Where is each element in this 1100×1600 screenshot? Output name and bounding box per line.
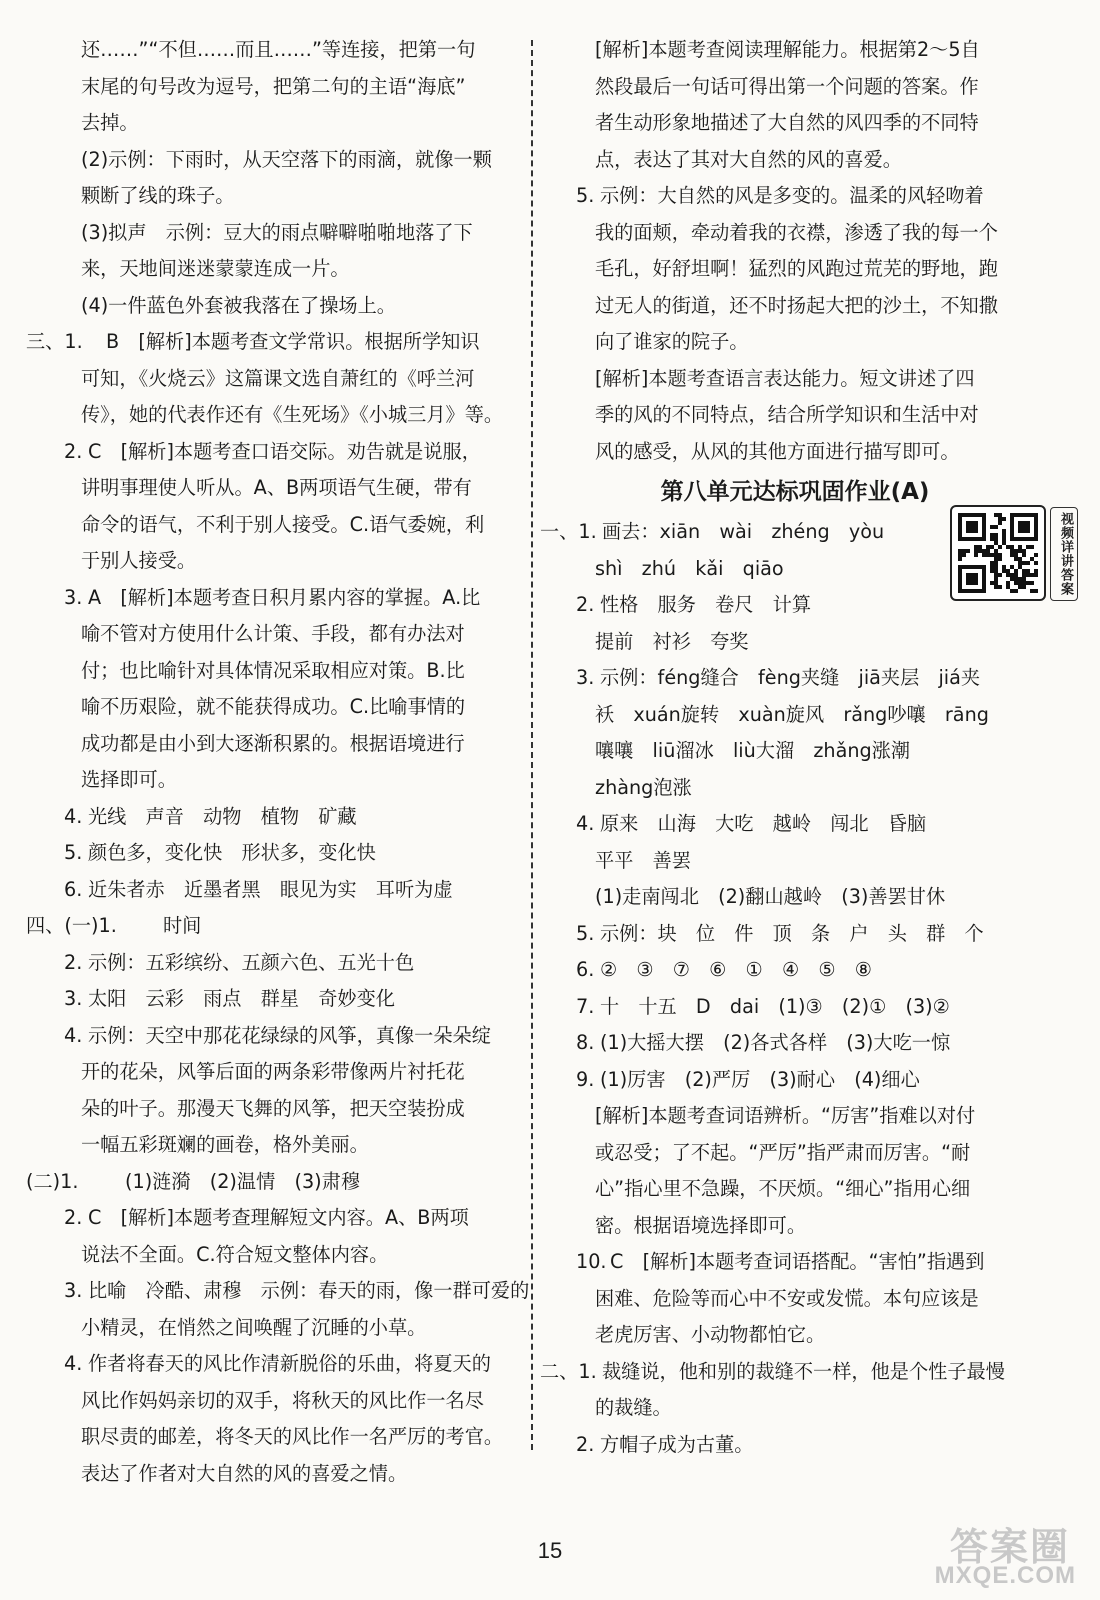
line-text: (1)厉害 (2)严厉 (3)耐心 (4)细心 <box>600 1067 920 1091</box>
text-line <box>540 215 1050 252</box>
line-text: 风比作妈妈亲切的双手，将秋天的风比作一名尽 <box>81 1388 484 1412</box>
text-line <box>540 142 1050 179</box>
text-line <box>540 361 1050 398</box>
text-line <box>26 1346 531 1383</box>
line-text: 风的感受，从风的其他方面进行描写即可。 <box>595 439 960 463</box>
line-text: 一幅五彩斑斓的画卷，格外美丽。 <box>81 1133 369 1156</box>
text-line <box>540 916 1050 953</box>
item-number: 三、1. <box>26 330 83 353</box>
line-text: 于别人接受。 <box>81 549 197 572</box>
qr-pattern <box>958 513 1038 593</box>
line-text: 作者将春天的风比作清新脱俗的乐曲，将夏天的 <box>88 1352 491 1375</box>
item-number: 2. <box>576 1432 595 1456</box>
line-text: C [解析]本题考查词语搭配。“害怕”指遇到 <box>610 1250 985 1273</box>
text-line <box>26 653 531 690</box>
line-text: 向了谁家的院子。 <box>595 330 749 353</box>
item-number: 2. <box>64 950 83 974</box>
line-text: 说法不全面。C.符合短文整体内容。 <box>81 1242 389 1266</box>
line-text: 传》，她的代表作还有《生死场》《小城三月》等。 <box>81 403 504 426</box>
text-line <box>540 288 1050 325</box>
text-line <box>540 879 1050 916</box>
line-text: zhàng泡涨 <box>595 775 692 799</box>
text-line <box>540 1098 1050 1135</box>
line-text: 裁缝说，他和别的裁缝不一样，他是个性子最慢 <box>602 1359 1005 1383</box>
item-number: 一、1. <box>540 520 597 543</box>
text-line <box>540 434 1050 471</box>
text-line <box>26 1419 531 1456</box>
text-line <box>540 1135 1050 1172</box>
right-column-top <box>540 32 1050 470</box>
line-text: A [解析]本题考查日积月累内容的掌握。A.比 <box>88 585 481 609</box>
line-text: 性格 服务 卷尺 计算 <box>600 593 812 616</box>
text-line <box>26 1127 531 1164</box>
line-text: 十 十五 D dai (1)③ (2)① (3)② <box>600 994 950 1018</box>
line-text: 示例：五彩缤纷、五颜六色、五光十色 <box>88 950 415 974</box>
item-number: 二、1. <box>540 1359 597 1383</box>
item-number: 四、(一)1. <box>26 914 117 937</box>
line-text: 嚷嚷 liū溜冰 liù大溜 zhǎng涨潮 <box>595 739 911 762</box>
line-text: 示例：块 位 件 顶 条 户 头 群 个 <box>600 921 984 945</box>
line-text: 困难、危险等而心中不安或发慌。本句应该是 <box>595 1286 979 1310</box>
item-number: (二)1. <box>26 1169 79 1193</box>
text-line <box>540 952 1050 989</box>
line-text: 讲明事理使人听从。A、B两项语气生硬，带有 <box>81 476 472 499</box>
right-column <box>540 32 1050 1463</box>
item-number: 4. <box>64 804 83 828</box>
text-line <box>540 770 1050 807</box>
page-number: 15 <box>537 1538 563 1563</box>
item-number: 9. <box>576 1067 595 1091</box>
text-line <box>540 324 1050 361</box>
item-number: 3. <box>64 987 83 1010</box>
line-text: 表达了作者对大自然的风的喜爱之情。 <box>81 1461 408 1485</box>
item-number: 5. <box>576 184 595 207</box>
text-line <box>26 178 531 215</box>
text-line <box>26 1273 531 1310</box>
line-text: 提前 衬衫 夸奖 <box>595 629 749 653</box>
item-number: 3. <box>64 585 83 609</box>
line-text: 开的花朵，风筝后面的两条彩带像两片衬托花 <box>81 1060 465 1083</box>
text-line <box>26 1310 531 1347</box>
qr-label: 视频详讲答案 <box>1050 507 1078 601</box>
text-line <box>26 397 531 434</box>
line-text: 光线 声音 动物 植物 矿藏 <box>88 804 357 828</box>
text-line <box>540 397 1050 434</box>
item-number: 3. <box>576 666 595 689</box>
right-column-bottom <box>540 514 1050 1463</box>
line-text: C [解析]本题考查口语交际。劝告就是说服， <box>88 439 481 463</box>
line-text: 平平 善罢 <box>595 848 691 872</box>
text-line <box>540 105 1050 142</box>
item-number: 5. <box>64 841 83 864</box>
line-text: (2)示例：下雨时，从天空落下的雨滴，就像一颗 <box>81 147 492 171</box>
text-line <box>540 660 1050 697</box>
line-text: 职尽责的邮差，将冬天的风比作一名严厉的考官。 <box>81 1425 504 1448</box>
text-line <box>26 142 531 179</box>
line-text: (1)走南闯北 (2)翻山越岭 (3)善罢甘休 <box>595 885 946 908</box>
line-text: (4)一件蓝色外套被我落在了操场上。 <box>81 293 396 317</box>
text-line <box>540 624 1050 661</box>
text-line <box>540 1244 1050 1281</box>
item-number: 4. <box>64 1352 83 1375</box>
line-text: 选择即可。 <box>81 768 177 791</box>
item-number: 4. <box>576 812 595 835</box>
text-line <box>540 1390 1050 1427</box>
item-number: 8. <box>576 1031 595 1054</box>
text-line <box>26 762 531 799</box>
text-line <box>540 251 1050 288</box>
line-text: ② ③ ⑦ ⑥ ① ④ ⑤ ⑧ <box>600 958 872 981</box>
line-text: 示例：大自然的风是多变的。温柔的风轻吻着 <box>600 184 984 207</box>
item-number: 10. <box>576 1250 607 1273</box>
line-text: 付；也比喻针对具体情况采取相应对策。B.比 <box>81 658 465 682</box>
line-text: 比喻 冷酷、肃穆 示例：春天的雨，像一群可爱的 <box>88 1279 530 1302</box>
text-line <box>26 1054 531 1091</box>
qr-code-block[interactable] <box>950 505 1078 603</box>
text-line <box>26 1237 531 1274</box>
text-line <box>26 324 531 361</box>
text-line <box>26 1456 531 1493</box>
text-line <box>26 543 531 580</box>
line-text: (1)大摇大摆 (2)各式各样 (3)大吃一惊 <box>600 1031 951 1054</box>
line-text: 画去：xiān wài zhéng yòu <box>602 520 885 543</box>
text-line <box>26 470 531 507</box>
line-text: 我的面颊，牵动着我的衣襟，渗透了我的每一个 <box>595 220 998 244</box>
line-text: 颜色多，变化快 形状多，变化快 <box>88 841 376 864</box>
text-line <box>540 1062 1050 1099</box>
text-line <box>26 32 531 69</box>
line-text: 或忍受；了不起。“严厉”指严肃而厉害。“耐 <box>595 1140 971 1164</box>
text-line <box>26 251 531 288</box>
item-number: 4. <box>64 1023 83 1047</box>
qr-code-icon[interactable] <box>950 505 1046 601</box>
line-text: 原来 山海 大吃 越岭 闯北 昏脑 <box>600 812 927 835</box>
text-line <box>540 32 1050 69</box>
line-text: 然段最后一句话可得出第一个问题的答案。作 <box>595 74 979 98</box>
text-line <box>26 215 531 252</box>
line-text: 去掉。 <box>81 111 139 134</box>
text-line <box>26 1200 531 1237</box>
line-text: 老虎厉害、小动物都怕它。 <box>595 1323 826 1346</box>
line-text: shì zhú kǎi qiāo <box>595 556 784 580</box>
line-text: 的裁缝。 <box>595 1396 672 1419</box>
line-text: 命令的语气，不利于别人接受。C.语气委婉，利 <box>81 512 485 536</box>
item-number: 7. <box>576 994 595 1018</box>
item-number: 2. <box>64 1206 83 1229</box>
text-line <box>26 1383 531 1420</box>
line-text: B [解析]本题考查文学常识。根据所学知识 <box>106 330 480 353</box>
text-line <box>26 1164 531 1201</box>
line-text: [解析]本题考查阅读理解能力。根据第2～5自 <box>595 38 980 61</box>
text-line <box>26 799 531 836</box>
line-text: 太阳 云彩 雨点 群星 奇妙变化 <box>88 987 395 1010</box>
text-line <box>540 1427 1050 1464</box>
line-text: C [解析]本题考查理解短文内容。A、B两项 <box>88 1206 469 1229</box>
line-text: 喻不管对方使用什么计策、手段，都有办法对 <box>81 622 465 645</box>
text-line <box>26 835 531 872</box>
text-line <box>26 580 531 617</box>
line-text: 季的风的不同特点，结合所学知识和生活中对 <box>595 403 979 426</box>
line-text: 心”指心里不急躁，不厌烦。“细心”指用心细 <box>595 1177 971 1200</box>
line-text: 小精灵，在悄然之间唤醒了沉睡的小草。 <box>81 1315 427 1339</box>
item-number: 6. <box>576 958 595 981</box>
text-line <box>540 1171 1050 1208</box>
line-text: 点，表达了其对大自然的风的喜爱。 <box>595 147 902 171</box>
line-text: 方帽子成为古董。 <box>600 1432 754 1456</box>
line-text: 者生动形象地描述了大自然的风四季的不同特 <box>595 111 979 134</box>
text-line <box>540 1281 1050 1318</box>
text-line <box>26 288 531 325</box>
left-column <box>26 32 531 1492</box>
text-line <box>26 689 531 726</box>
line-text: 还……”“不但……而且……”等连接，把第一句 <box>81 38 476 61</box>
item-number: 5. <box>576 921 595 945</box>
line-text: 过无人的街道，还不时扬起大把的沙土，不知撒 <box>595 293 998 317</box>
text-line <box>540 69 1050 106</box>
line-text: [解析]本题考查词语辨析。“厉害”指难以对付 <box>595 1104 976 1127</box>
text-line <box>540 1354 1050 1391</box>
text-line <box>26 361 531 398</box>
line-text: 末尾的句号改为逗号，把第二句的主语“海底” <box>81 74 466 98</box>
line-text: 示例：féng缝合 fèng夹缝 jiā夹层 jiá夹 <box>600 666 981 689</box>
line-text: [解析]本题考查语言表达能力。短文讲述了四 <box>595 366 975 390</box>
line-text: 成功都是由小到大逐渐积累的。根据语境进行 <box>81 731 465 755</box>
text-line <box>540 733 1050 770</box>
text-line <box>540 697 1050 734</box>
text-line <box>26 945 531 982</box>
item-number: 2. <box>64 439 83 463</box>
text-line <box>540 178 1050 215</box>
text-line <box>26 872 531 909</box>
text-line <box>26 434 531 471</box>
line-text: (1)涟漪 (2)温情 (3)肃穆 <box>125 1169 361 1193</box>
text-line <box>26 105 531 142</box>
line-text: (3)拟声 示例：豆大的雨点噼噼啪啪地落了下 <box>81 220 473 244</box>
line-text: 颗断了线的珠子。 <box>81 184 235 207</box>
text-line <box>26 1018 531 1055</box>
line-text: 密。根据语境选择即可。 <box>595 1213 807 1237</box>
text-line <box>540 1025 1050 1062</box>
line-text: 毛孔，好舒坦啊！猛烈的风跑过荒芜的野地，跑 <box>595 257 998 280</box>
text-line <box>26 908 531 945</box>
watermark-logo <box>910 1516 1080 1594</box>
text-line <box>540 843 1050 880</box>
text-line <box>26 1091 531 1128</box>
text-line <box>26 69 531 106</box>
text-line <box>26 616 531 653</box>
item-number: 3. <box>64 1279 83 1302</box>
line-text: 示例：天空中那花花绿绿的风筝，真像一朵朵绽 <box>88 1023 491 1047</box>
text-line <box>26 726 531 763</box>
line-text: 近朱者赤 近墨者黑 眼见为实 耳听为虚 <box>88 877 453 901</box>
section-title: 第八单元达标巩固作业(A) <box>660 479 930 505</box>
text-line <box>540 989 1050 1026</box>
text-line <box>26 981 531 1018</box>
text-line <box>540 806 1050 843</box>
line-text: 可知，《火烧云》这篇课文选自萧红的《呼兰河 <box>81 366 475 390</box>
text-line <box>540 1208 1050 1245</box>
watermark-text: 答案圈 <box>949 1527 1070 1569</box>
column-divider <box>531 40 533 1450</box>
item-number: 2. <box>576 593 595 616</box>
line-text: 朵的叶子。那漫天飞舞的风筝，把天空装扮成 <box>81 1096 465 1120</box>
text-line <box>540 1317 1050 1354</box>
watermark-url: MXQE.COM <box>934 1562 1076 1589</box>
line-text: 袄 xuán旋转 xuàn旋风 rǎng吵嚷 rāng <box>595 702 989 726</box>
text-line <box>26 507 531 544</box>
line-text: 喻不历艰险，就不能获得成功。C.比喻事情的 <box>81 695 466 718</box>
line-text: 来，天地间迷迷蒙蒙连成一片。 <box>81 257 350 280</box>
item-number: 6. <box>64 877 83 901</box>
line-text: 时间 <box>163 914 202 937</box>
